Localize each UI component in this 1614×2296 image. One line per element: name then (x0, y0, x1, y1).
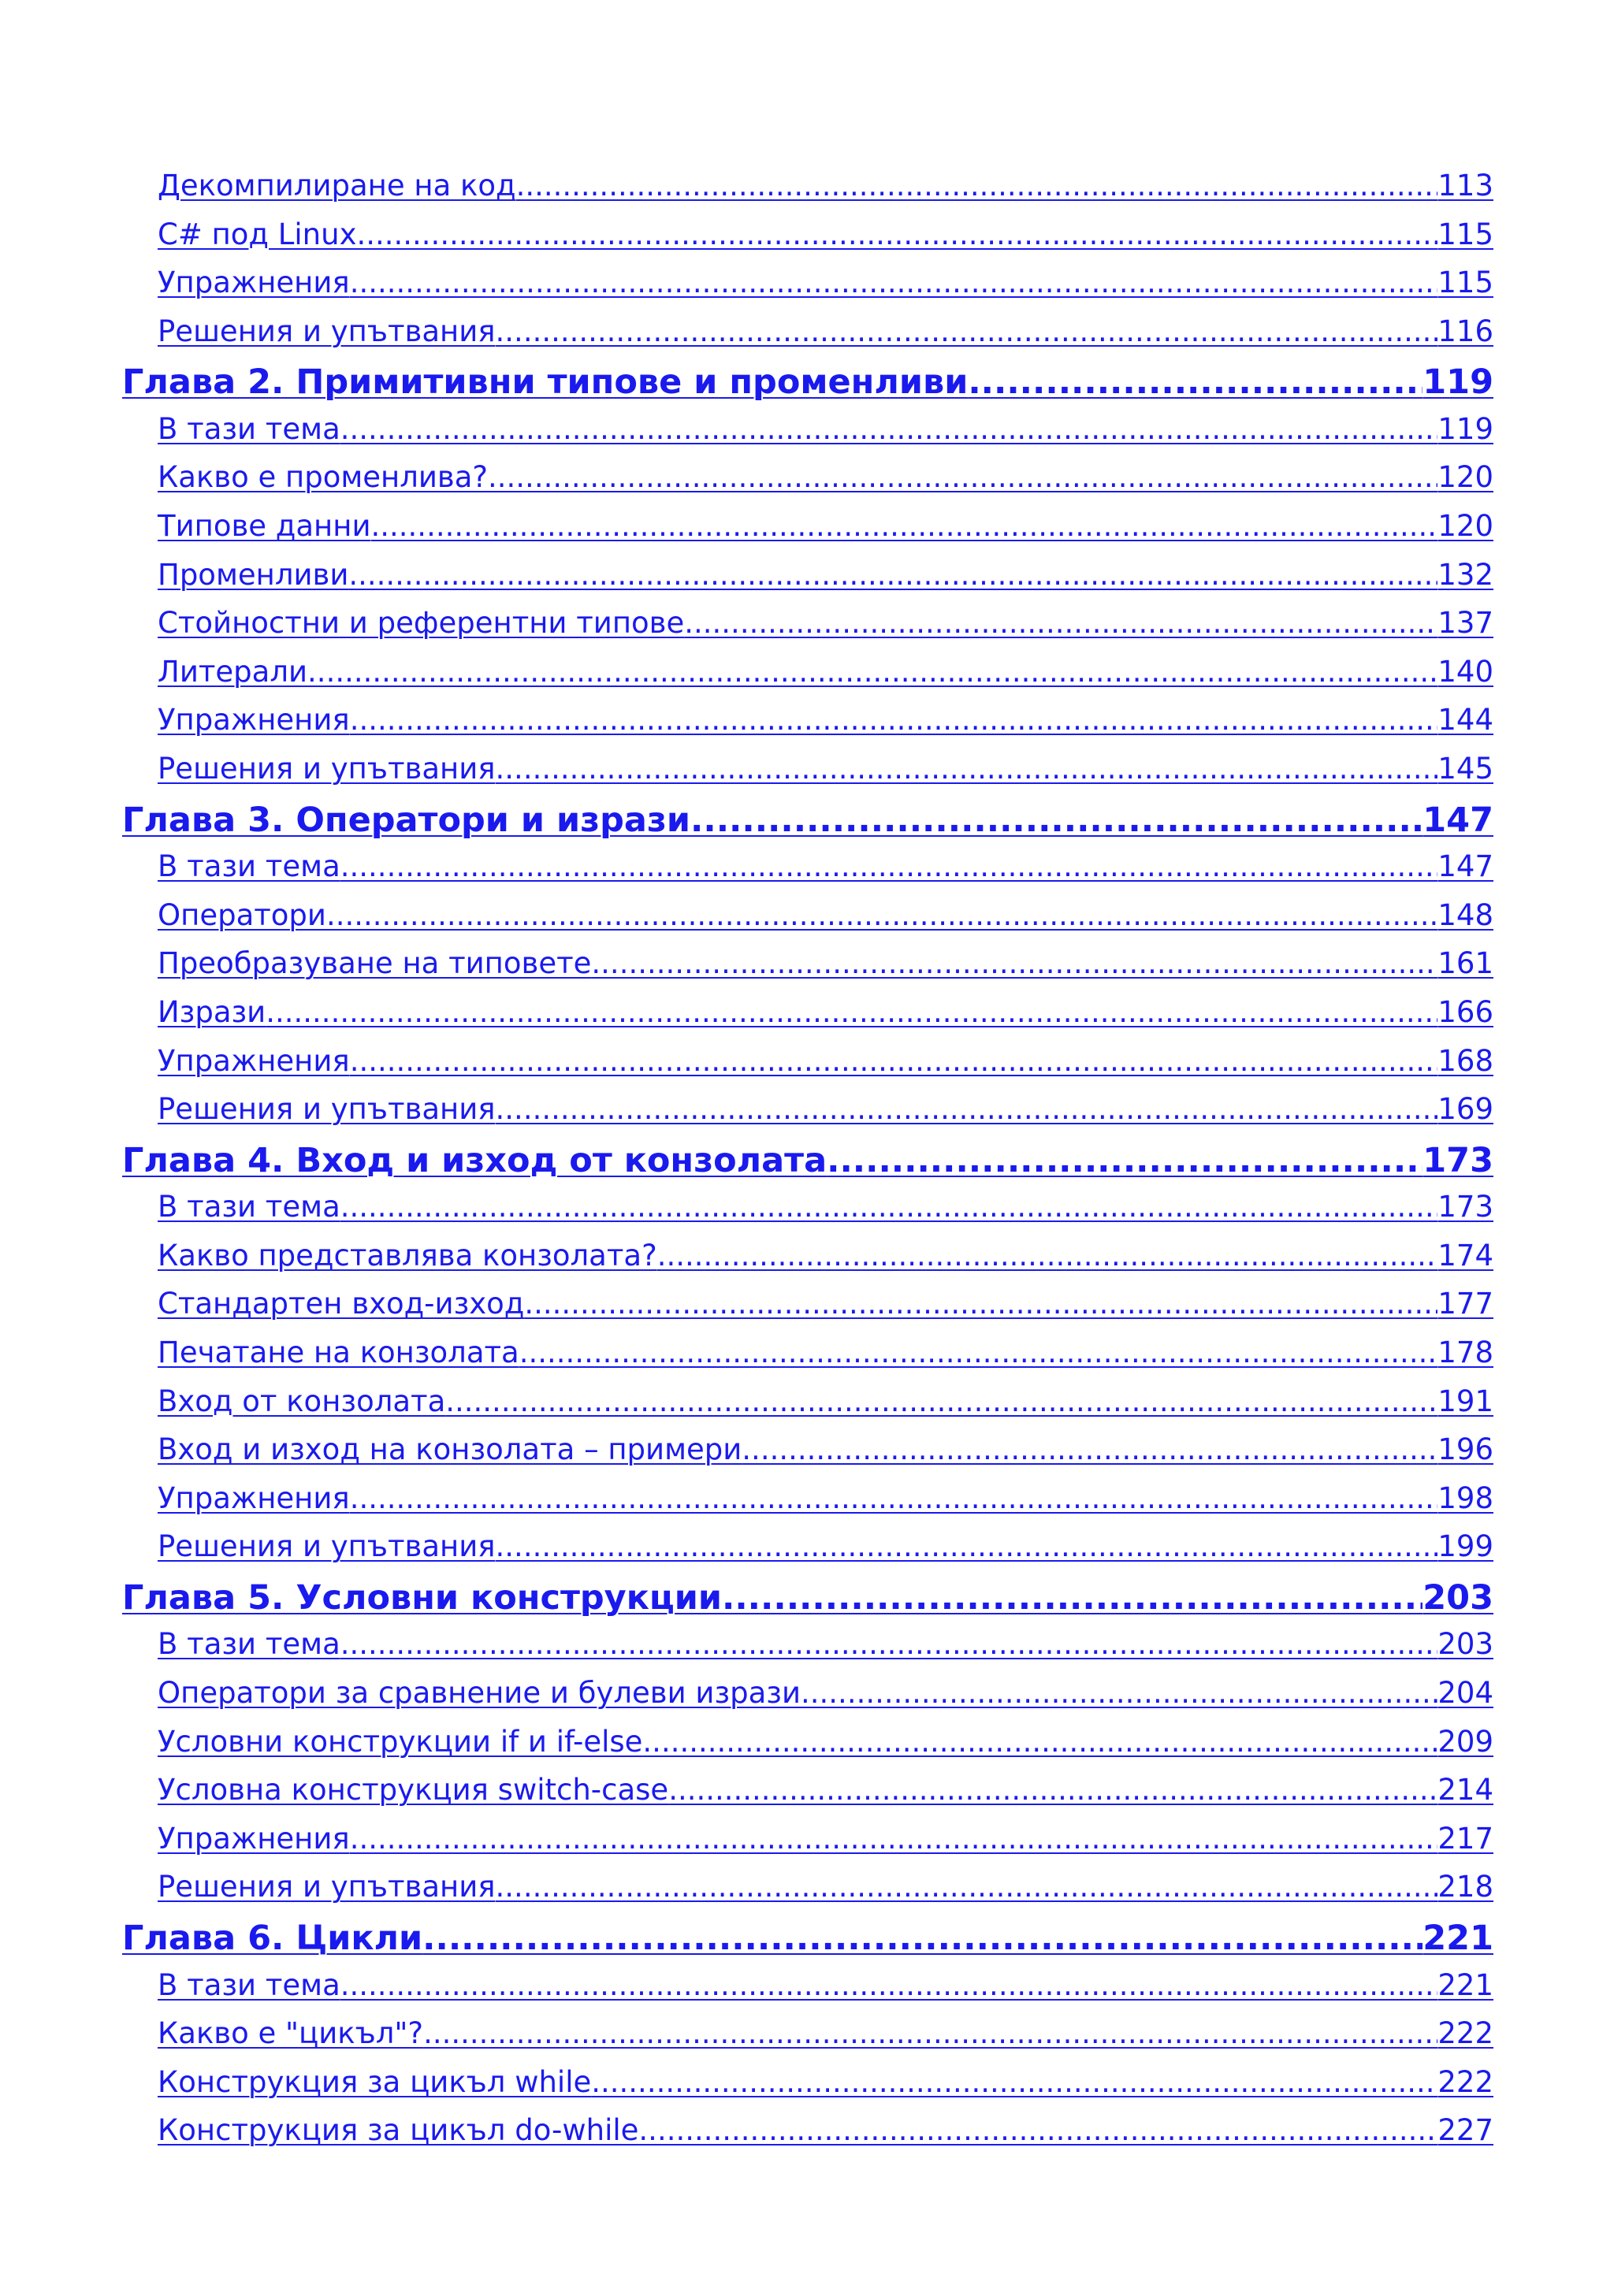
toc-section-link[interactable] (122, 1432, 1493, 1481)
toc-chapter-link[interactable] (122, 362, 1493, 412)
dot-leader (350, 1044, 1438, 1078)
toc-entry-title: Решения и упътвания (158, 1870, 496, 1904)
dot-leader (657, 1239, 1438, 1272)
toc-entry-page-number: 147 (1422, 800, 1493, 840)
toc-entry-title: Условна конструкция switch-case (158, 1773, 669, 1807)
toc-entry-page-number: 148 (1437, 897, 1493, 932)
dot-leader (690, 801, 1422, 840)
toc-entry-page-number: 113 (1437, 169, 1493, 202)
toc-entry-title: Вход и изход на конзолата – примери (158, 1432, 742, 1467)
toc-entry-page-number: 222 (1437, 2016, 1493, 2051)
dot-leader (496, 1529, 1438, 1563)
toc-entry-page-number: 168 (1437, 1043, 1493, 1078)
toc-section-link[interactable] (122, 946, 1493, 995)
dot-leader (340, 1627, 1438, 1661)
toc-section-link[interactable] (122, 1529, 1493, 1578)
dot-leader (496, 314, 1438, 348)
dot-leader (326, 898, 1437, 932)
toc-section-link[interactable] (122, 1725, 1493, 1774)
toc-entry-title: Вход от конзолата (158, 1384, 446, 1418)
toc-entry-page-number: 178 (1437, 1335, 1493, 1369)
dot-leader (350, 1822, 1438, 1856)
toc-entry-title: Решения и упътвания (158, 314, 496, 348)
dot-leader (307, 655, 1437, 689)
toc-section-link[interactable] (122, 655, 1493, 704)
toc-section-link[interactable] (122, 1870, 1493, 1919)
toc-entry-page-number: 191 (1437, 1384, 1493, 1418)
toc-entry-title: Глава 3. Оператори и изрази (122, 800, 691, 840)
toc-section-link[interactable] (122, 169, 1493, 217)
toc-entry-page-number: 214 (1437, 1773, 1493, 1807)
toc-section-link[interactable] (122, 2113, 1493, 2162)
toc-section-link[interactable] (122, 1822, 1493, 1871)
toc-entry-page-number: 221 (1437, 1967, 1493, 2002)
toc-section-link[interactable] (122, 1968, 1493, 2017)
dot-leader (968, 362, 1422, 402)
toc-entry-page-number: 147 (1437, 849, 1493, 884)
dot-leader (827, 1141, 1422, 1180)
dot-leader (423, 2016, 1437, 2050)
toc-section-link[interactable] (122, 2016, 1493, 2065)
toc-entry-page-number: 169 (1437, 1092, 1493, 1127)
dot-leader (591, 946, 1437, 980)
toc-entry-page-number: 119 (1422, 362, 1493, 403)
toc-entry-page-number: 115 (1437, 266, 1493, 300)
dot-leader (348, 558, 1437, 592)
toc-chapter-link[interactable] (122, 1578, 1493, 1628)
toc-section-link[interactable] (122, 752, 1493, 801)
toc-section-link[interactable] (122, 703, 1493, 752)
toc-entry-title: Преобразуване на типовете (158, 946, 592, 981)
toc-entry-title: Какво е променлива? (158, 460, 489, 495)
toc-entry-title: Какво представлява конзолата? (158, 1238, 657, 1272)
toc-section-link[interactable] (122, 1044, 1493, 1093)
dot-leader (350, 266, 1438, 299)
toc-entry-title: Стойностни и референтни типове (158, 606, 685, 641)
dot-leader (516, 169, 1438, 202)
toc-section-link[interactable] (122, 1481, 1493, 1530)
toc-section-link[interactable] (122, 412, 1493, 461)
dot-leader (519, 1336, 1438, 1369)
toc-entry-title: Упражнения (158, 1043, 350, 1078)
toc-section-link[interactable] (122, 1287, 1493, 1336)
dot-leader (684, 606, 1437, 640)
toc-entry-page-number: 209 (1437, 1724, 1493, 1759)
toc-entry-title: Литерали (158, 654, 308, 689)
toc-entry-page-number: 177 (1437, 1287, 1493, 1321)
toc-section-link[interactable] (122, 1384, 1493, 1433)
toc-entry-title: Декомпилиране на код (158, 169, 516, 202)
toc-chapter-link[interactable] (122, 1919, 1493, 1968)
toc-section-link[interactable] (122, 1190, 1493, 1239)
toc-chapter-link[interactable] (122, 1141, 1493, 1191)
toc-entry-title: Решения и упътвания (158, 752, 496, 786)
toc-section-link[interactable] (122, 509, 1493, 558)
dot-leader (638, 2113, 1437, 2147)
toc-entry-title: Упражнения (158, 266, 350, 300)
toc-section-link[interactable] (122, 1676, 1493, 1725)
toc-entry-title: Печатане на конзолата (158, 1335, 519, 1369)
toc-entry-page-number: 203 (1437, 1627, 1493, 1662)
toc-entry-page-number: 199 (1437, 1529, 1493, 1564)
toc-entry-page-number: 204 (1437, 1676, 1493, 1711)
dot-leader (371, 509, 1438, 543)
toc-section-link[interactable] (122, 1773, 1493, 1822)
toc-entry-page-number: 196 (1437, 1432, 1493, 1467)
dot-leader (422, 1919, 1422, 1958)
toc-entry-title: Изрази (158, 994, 266, 1029)
toc-entry-page-number: 115 (1437, 217, 1493, 251)
dot-leader (524, 1287, 1437, 1321)
toc-entry-page-number: 161 (1437, 946, 1493, 981)
toc-entry-title: Упражнения (158, 703, 350, 737)
toc-entry-title: В тази тема (158, 849, 340, 884)
toc-section-link[interactable] (122, 266, 1493, 314)
toc-entry-title: Условни конструкции if и if-else (158, 1724, 643, 1759)
toc-entry-title: Решения и упътвания (158, 1092, 496, 1127)
toc-section-link[interactable] (122, 460, 1493, 509)
toc-entry-page-number: 221 (1422, 1919, 1493, 1958)
dot-leader (350, 703, 1438, 737)
toc-entry-title: Конструкция за цикъл while (158, 2064, 592, 2099)
dot-leader (496, 1092, 1438, 1126)
toc-chapter-link[interactable] (122, 801, 1493, 850)
toc-entry-title: Оператори (158, 897, 326, 932)
dot-leader (340, 1968, 1438, 2002)
toc-section-link[interactable] (122, 2065, 1493, 2114)
dot-leader (642, 1725, 1437, 1759)
toc-entry-title: Решения и упътвания (158, 1529, 496, 1564)
dot-leader (340, 412, 1438, 446)
toc-section-link[interactable] (122, 558, 1493, 607)
toc-section-link[interactable] (122, 606, 1493, 655)
toc-entry-page-number: 173 (1437, 1190, 1493, 1224)
toc-entry-title: Глава 6. Цикли (122, 1919, 423, 1958)
toc-entry-title: Конструкция за цикъл do-while (158, 2113, 639, 2148)
toc-entry-title: Упражнения (158, 1821, 350, 1856)
dot-leader (668, 1773, 1437, 1807)
toc-entry-page-number: 132 (1437, 557, 1493, 592)
toc-entry-title: Какво е "цикъл"? (158, 2016, 424, 2051)
toc-section-link[interactable] (122, 995, 1493, 1044)
toc-entry-page-number: 173 (1422, 1140, 1493, 1180)
toc-entry-page-number: 140 (1437, 654, 1493, 689)
toc-section-link[interactable] (122, 314, 1493, 363)
toc-entry-page-number: 119 (1437, 411, 1493, 446)
table-of-contents (122, 169, 1493, 2162)
toc-entry-title: В тази тема (158, 1627, 340, 1662)
dot-leader (356, 217, 1437, 251)
toc-entry-title: Типове данни (158, 509, 371, 544)
toc-section-link[interactable] (122, 898, 1493, 947)
toc-section-link[interactable] (122, 1336, 1493, 1384)
toc-entry-title: В тази тема (158, 1190, 340, 1224)
toc-entry-title: Глава 5. Условни конструкции (122, 1577, 723, 1618)
toc-entry-page-number: 227 (1437, 2113, 1493, 2148)
toc-entry-title: Упражнения (158, 1481, 350, 1515)
toc-entry-title: Глава 2. Примитивни типове и променливи (122, 362, 969, 403)
toc-entry-title: Глава 4. Вход и изход от конзолата (122, 1140, 827, 1180)
dot-leader (591, 2065, 1437, 2099)
toc-section-link[interactable] (122, 217, 1493, 266)
dot-leader (340, 849, 1438, 883)
toc-entry-title: В тази тема (158, 411, 340, 446)
toc-entry-page-number: 222 (1437, 2064, 1493, 2099)
toc-section-link[interactable] (122, 1627, 1493, 1676)
toc-entry-title: Стандартен вход-изход (158, 1287, 525, 1321)
toc-section-link[interactable] (122, 1092, 1493, 1141)
toc-entry-page-number: 198 (1437, 1481, 1493, 1515)
dot-leader (488, 460, 1437, 494)
dot-leader (742, 1432, 1437, 1466)
toc-entry-page-number: 166 (1437, 994, 1493, 1029)
toc-entry-title: В тази тема (158, 1967, 340, 2002)
toc-entry-page-number: 120 (1437, 509, 1493, 544)
dot-leader (722, 1578, 1422, 1618)
dot-leader (496, 1870, 1438, 1904)
toc-entry-page-number: 116 (1437, 314, 1493, 348)
toc-entry-page-number: 144 (1437, 703, 1493, 737)
toc-entry-page-number: 218 (1437, 1870, 1493, 1904)
toc-entry-title: C# под Linux (158, 217, 357, 251)
dot-leader (445, 1384, 1437, 1418)
toc-entry-title: Оператори за сравнение и булеви изрази (158, 1676, 801, 1711)
toc-entry-title: Променливи (158, 557, 349, 592)
toc-entry-page-number: 120 (1437, 460, 1493, 495)
toc-entry-page-number: 203 (1422, 1577, 1493, 1618)
toc-section-link[interactable] (122, 849, 1493, 898)
dot-leader (266, 995, 1437, 1029)
dot-leader (340, 1190, 1438, 1224)
toc-entry-page-number: 145 (1437, 752, 1493, 786)
toc-entry-page-number: 137 (1437, 606, 1493, 641)
dot-leader (350, 1481, 1438, 1515)
dot-leader (496, 752, 1438, 786)
dot-leader (801, 1676, 1437, 1710)
toc-section-link[interactable] (122, 1239, 1493, 1287)
toc-entry-page-number: 217 (1437, 1821, 1493, 1856)
toc-entry-page-number: 174 (1437, 1238, 1493, 1272)
